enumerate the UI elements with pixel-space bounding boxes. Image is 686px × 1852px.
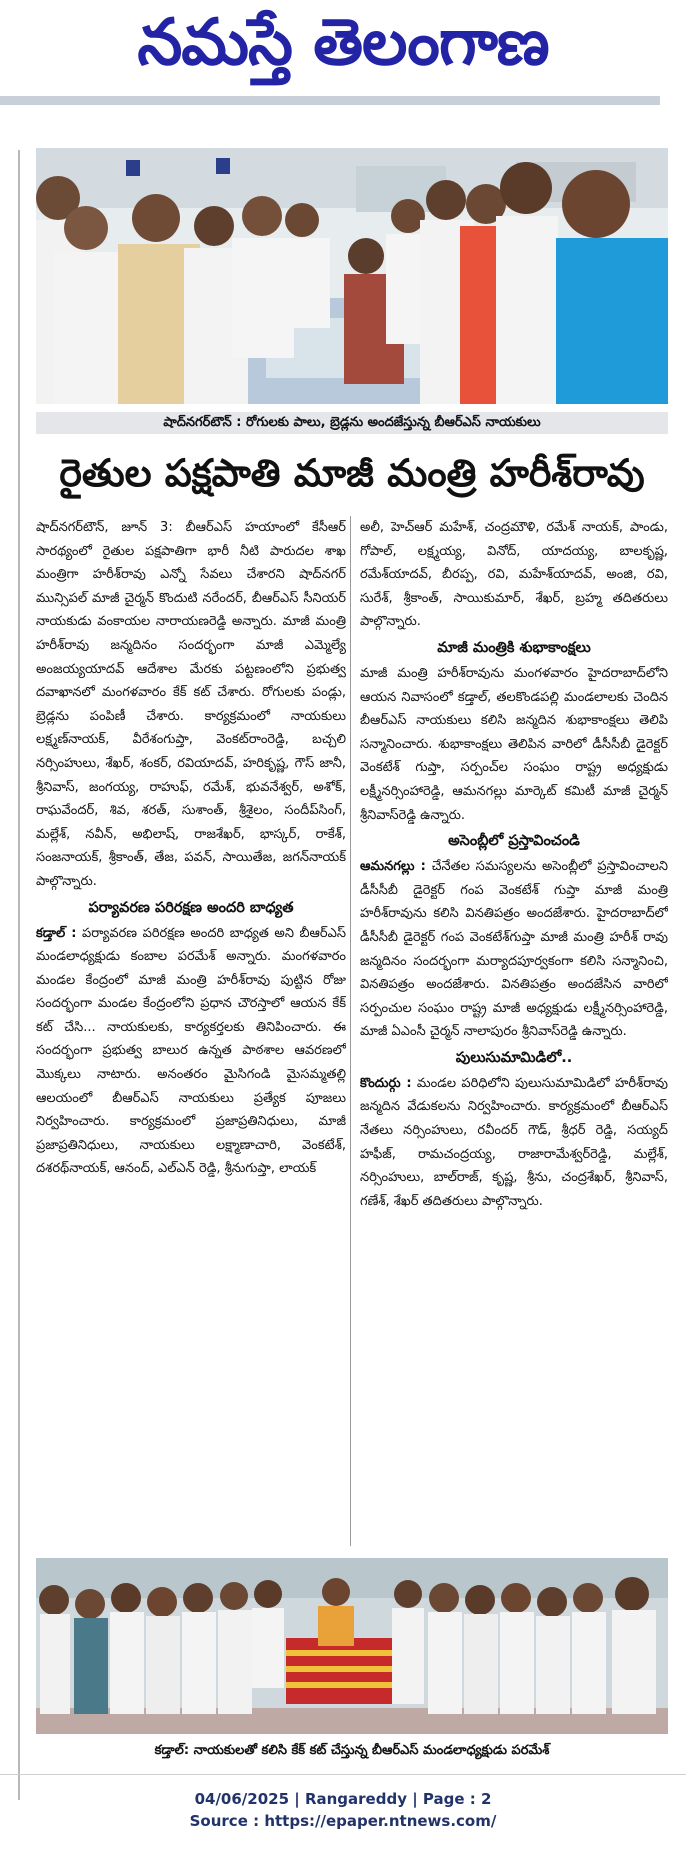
subheading: మాజీ మంత్రికి శుభాకాంక్షలు <box>437 639 591 656</box>
paragraph-body: మండల పరిధిలోని పులుసుమామిడిలో హరీశ్‌రావు జన్మదిన వేడుకలను నిర్వహించారు. కార్యక్రమంలో బీఆర్‌ఎస్ నేతలు నర్సింహులు, రవీందర్ గౌడ్, శ్రీధర్ రెడ్డి, సయ్యద్ హఫీజ్, రామచంద్రయ్య, రాజారామేశ్వర్‌రెడ్డి, మల్లేశ్, నర్సింహులు, బాల్‌రాజ్, కృష్ణ, శ్రీను, చంద్రశేఖర్, శ్రీనివాస్, గణేశ్, శేఖర్ తదితరులు పాల్గొన్నారు. <box>360 1075 668 1209</box>
paragraph-body: చేనేతల సమస్యలను అసెంబ్లీలో ప్రస్తావించాలని డీసీసీబీ డైరెక్టర్ గంప వెంకటేశ్ గుప్తా మాజీ మంత్రి హరీశ్‌రావును కలిసి వినతిపత్రం అందజేశారు. హైదరాబాద్‌లో డీసీసీబీ డైరెక్టర్ గంప వెంకటేశ్‌గుప్తా మాజీ మంత్రి హరీశ్ రావు జన్మదినం సందర్భంగా మర్యాదపూర్వకంగా కలిసి సన్మానించి, వినతిపత్రం అందజేశారు. వినతిపత్రం అందజేసిన వారిలో సర్పంచుల సంఘం రాష్ట్ర మాజీ అధ్యక్షుడు లక్ష్మీనర్సింహారెడ్డి, మాజీ ఏఎంసీ చైర్మన్ నాలాపురం శ్రీనివాస్‌రెడ్డి ఉన్నారు. <box>360 859 668 1040</box>
article-paragraph: షాద్‌నగర్‌టౌన్, జూన్ 3: బీఆర్‌ఎస్ హయాంలో కేసీఆర్ సారథ్యంలో రైతుల పక్షపాతిగా భారీ నీటి పారుదల శాఖ మంత్రిగా హరీశ్‌రావు ఎన్నో సేవలు చేశారని షాద్‌నగర్ మున్సిపల్ మాజీ చైర్మన్ కొందుటి నరేందర్, బీఆర్‌ఎస్ సీనియర్ నాయకుడు వంకాయల నారాయణరెడ్డి అన్నారు. మాజీ మంత్రి హరీశ్‌రావు జన్మదినం సందర్భంగా మాజీ ఎమ్మెల్యే అంజయ్యయాదవ్ ఆదేశాల మేరకు పట్టణంలోని ప్రభుత్వ దవాఖానలో మంగళవారం కేక్ కట్ చేశారు. రోగులకు పండ్లు, బ్రెడ్లను పంపిణీ చేశారు. కార్యక్రమంలో నాయకులు లక్ష్మణ్‌నాయక్, వీరేశంగుప్తా, వెంకట్‌రాంరెడ్డి, బచ్చలి నర్సింహులు, శేఖర్, శంకర్, రవియాదవ్, హరికృష్ణ, గౌస్ జానీ, శ్రీనివాస్, జంగయ్య, రాహుఫ్, రమేశ్, భువనేశ్వర్, అశోక్, రాఘవేందర్, శివ, శరత్, సుశాంత్, శ్రీశైలం, సందీప్‌సింగ్, మల్లేశ్, నవీన్, అభిలాష్, రాజశేఖర్, భాస్కర్, రాకేశ్, సంజనాయక్, శ్రీకాంత్, తేజ, పవన్, సాయితేజ, జగన్‌నాయక్ పాల్గొన్నారు. <box>36 520 346 889</box>
subheading: పర్యావరణ పరిరక్షణ అందరి బాధ్యత <box>88 899 294 916</box>
dateline: కొందుర్గు : <box>360 1075 412 1091</box>
edition-info: 04/06/2025 | Rangareddy | Page : 2 <box>194 1790 492 1808</box>
right-column <box>360 516 668 1550</box>
top-photo-caption: షాద్‌నగర్‌టౌన్ : రోగులకు పాలు, బ్రెడ్లను అందజేస్తున్న బీఆర్‌ఎస్ నాయకులు <box>36 412 668 434</box>
subheading: పులుసుమామిడిలో.. <box>455 1049 573 1066</box>
article-paragraph: మాజీ మంత్రి హరీశ్‌రావును మంగళవారం హైదరాబాద్‌లోని ఆయన నివాసంలో కడ్తాల్, తలకొండపల్లి మండలాలకు చెందిన బీఆర్‌ఎస్ నాయకులు కలిసి జన్మదిన శుభాకాంక్షలు తెలిపి సన్మానించారు. శుభాకాంక్షలు తెలిపిన వారిలో డీసీసీబీ డైరెక్టర్ వెంకటేశ్ గుప్తా, సర్పంచ్‌ల సంఘం రాష్ట్ర అధ్యక్షుడు లక్ష్మీనర్సింహారెడ్డి, ఆమనగల్లు మార్కెట్ కమిటీ మాజీ చైర్మన్ శ్రీనివాస్‌రెడ్డి ఉన్నారు. <box>360 665 668 823</box>
subheading: అసెంబ్లీలో ప్రస్తావించండి <box>448 833 580 850</box>
article-paragraph <box>360 1072 668 1214</box>
newspaper-title: నమస్తే తెలంగాణ <box>137 6 549 80</box>
column-divider <box>350 516 351 1546</box>
footer-rule <box>0 1774 686 1775</box>
article-paragraph <box>36 922 346 1182</box>
left-frame-rule <box>18 150 20 1800</box>
left-column <box>36 516 346 1550</box>
paragraph-body: పర్యావరణ పరిరక్షణ అందరి బాధ్యత అని బీఆర్‌ఎస్ మండలాధ్యక్షుడు కంబాల పరమేశ్ అన్నారు. మంగళవారం మండల కేంద్రంలో మాజీ మంత్రి హరీశ్‌రావు పుట్టిన రోజు సందర్భంగా మండల కేంద్రంలోని ప్రధాన చౌరస్తాలో ఆయన కేక్ కట్ చేసి... నాయకులకు, కార్యకర్తలకు తినిపించారు. ఈ సందర్భంగా ప్రభుత్వ బాలుర ఉన్నత పాఠశాల ఆవరణలో మొక్కలు నాటారు. అనంతరం మైసిగండి మైసమ్మతల్లి ఆలయంలో బీఆర్‌ఎస్ నాయకులు ప్రత్యేక పూజలు నిర్వహించారు. కార్యక్రమంలో ప్రజాప్రతినిధులు, మాజీ ప్రజాప్రతినిధులు, నాయకులు లక్ష్మాణాచారి, వెంకటేశ్, దశరథ్‌నాయక్, ఆనంద్, ఎల్‌ఎన్ రెడ్డి, శ్రీనుగుప్తా, లాయక్ <box>36 925 346 1177</box>
article-paragraph <box>360 855 668 1044</box>
cake-cutting-photo <box>36 1558 668 1734</box>
headline: రైతుల పక్షపాతి మాజీ మంత్రి హరీశ్‌రావు <box>59 451 645 495</box>
bottom-photo-caption: కడ్తాల్: నాయకులతో కలిసి కేక్ కట్ చేస్తున్న బీఆర్‌ఎస్ మండలాధ్యక్షుడు పరమేశ్ <box>154 1743 550 1758</box>
masthead-rule <box>0 96 660 105</box>
source-link[interactable]: Source : https://epaper.ntnews.com/ <box>189 1812 497 1830</box>
dateline: కడ్తాల్ : <box>36 925 77 941</box>
top-photo <box>36 148 668 404</box>
hospital-group-photo <box>36 148 668 404</box>
dateline: ఆమనగల్లు : <box>360 859 426 875</box>
article-paragraph: అలీ, హెచ్‌ఆర్ మహేశ్, చంద్రమౌళి, రమేశ్ నాయక్, పాండు, గోపాల్, లక్ష్మయ్య, వినోద్, యాదయ్య, బాలకృష్ణ, రమేశ్‌యాదవ్, బీరప్ప, రవి, మహేశ్‌యాదవ్, అంజి, రవి, సురేశ్, శ్రీకాంత్, సాయికుమార్, శేఖర్, బ్రహ్మ తదితరులు పాల్గొన్నారు. <box>360 520 668 630</box>
bottom-photo <box>36 1558 668 1734</box>
masthead <box>0 0 686 108</box>
